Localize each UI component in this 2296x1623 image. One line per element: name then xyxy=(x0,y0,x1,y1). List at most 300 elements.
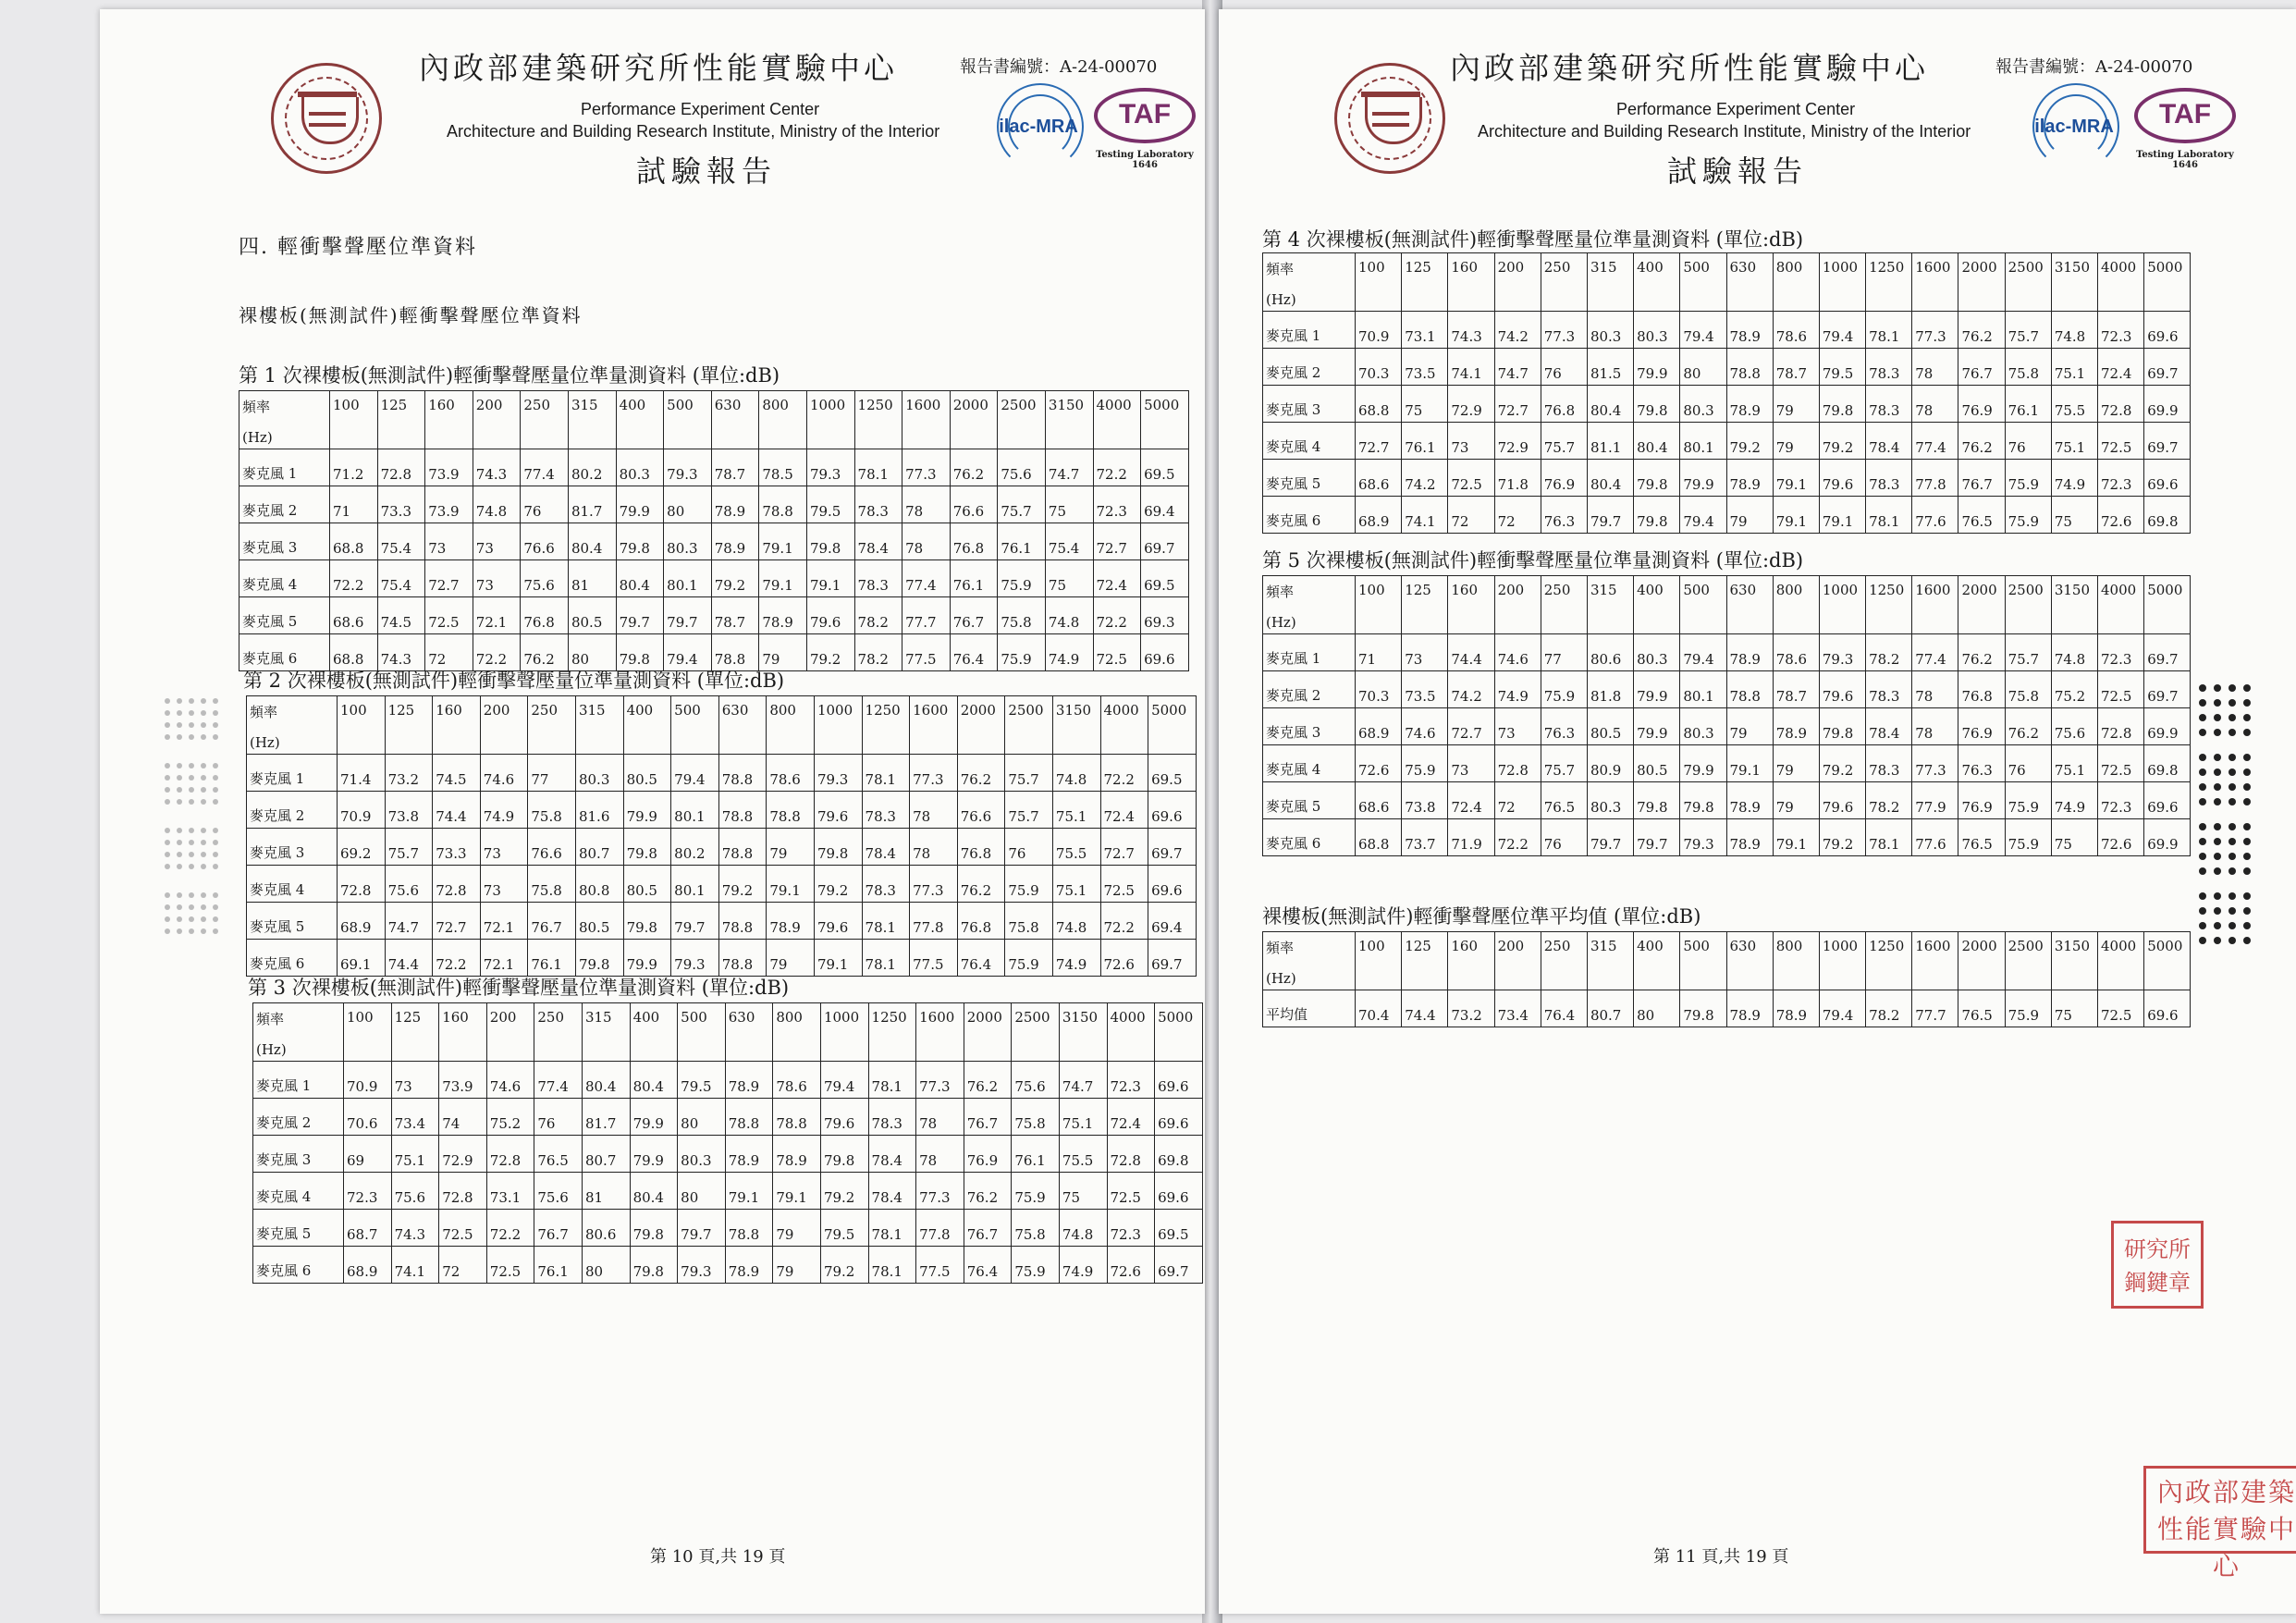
value-cell: 72.8 xyxy=(486,1136,534,1173)
value-cell: 81.7 xyxy=(582,1099,630,1136)
value-cell: 69.9 xyxy=(2144,708,2191,745)
value-cell: 72.5 xyxy=(2098,990,2144,1027)
value-cell: 79.5 xyxy=(806,486,854,523)
value-cell: 79.3 xyxy=(806,449,854,486)
value-cell: 77.4 xyxy=(1912,423,1958,460)
value-cell: 78.9 xyxy=(1726,386,1773,423)
value-cell: 79.4 xyxy=(1680,312,1726,349)
value-cell: 77.8 xyxy=(910,903,958,940)
value-cell: 75.9 xyxy=(2005,497,2051,534)
value-cell: 79.1 xyxy=(814,940,862,977)
ilac-mra-logo: ilac-MRA xyxy=(988,83,1089,166)
frequency-cell: 1600 xyxy=(1912,576,1958,634)
value-cell: 75.8 xyxy=(2005,671,2051,708)
value-cell: 69 xyxy=(344,1136,392,1173)
value-cell: 80.6 xyxy=(582,1210,630,1247)
value-cell: 78.3 xyxy=(1866,460,1912,497)
value-cell: 73.9 xyxy=(425,486,473,523)
page-footer: 第 10 頁,共 19 頁 xyxy=(650,1547,786,1567)
value-cell: 73.8 xyxy=(1402,782,1448,819)
value-cell: 76.7 xyxy=(950,597,998,634)
value-cell: 76.2 xyxy=(950,449,998,486)
value-cell: 79.3 xyxy=(671,940,719,977)
value-cell: 81 xyxy=(568,560,616,597)
value-cell: 78.7 xyxy=(711,597,759,634)
value-cell: 75 xyxy=(2051,497,2097,534)
hz-unit-label: (Hz) xyxy=(242,429,273,446)
value-cell: 79.3 xyxy=(678,1247,726,1284)
value-cell: 69.5 xyxy=(1148,755,1197,792)
table-row xyxy=(239,597,1189,634)
ilac-mra-logo: ilac-MRA xyxy=(2023,83,2125,166)
value-cell: 68.8 xyxy=(1356,386,1402,423)
value-cell: 77.4 xyxy=(1912,634,1958,671)
value-cell: 75.4 xyxy=(1045,523,1093,560)
value-cell: 74.7 xyxy=(1494,349,1541,386)
frequency-cell: 1000 xyxy=(1819,932,1865,990)
value-cell: 77.7 xyxy=(902,597,951,634)
value-cell: 79.9 xyxy=(630,1099,678,1136)
value-cell: 76.7 xyxy=(528,903,576,940)
value-cell: 76.9 xyxy=(1958,782,2005,819)
value-cell: 72.8 xyxy=(439,1173,487,1210)
row-label-cell: 麥克風 2 xyxy=(247,792,338,829)
value-cell: 79.6 xyxy=(820,1099,868,1136)
table-row xyxy=(247,792,1197,829)
frequency-cell: 200 xyxy=(473,391,521,449)
value-cell: 79 xyxy=(773,1210,821,1247)
value-cell: 79.4 xyxy=(1680,634,1726,671)
value-cell: 79.4 xyxy=(671,755,719,792)
value-cell: 79.2 xyxy=(1819,819,1865,856)
row-label-cell: 麥克風 1 xyxy=(253,1062,344,1099)
report-page-10 xyxy=(100,9,1205,1614)
value-cell: 70.9 xyxy=(344,1062,392,1099)
row-label-cell: 麥克風 3 xyxy=(247,829,338,866)
report-page-11 xyxy=(1219,9,2296,1614)
table-row xyxy=(1263,460,2191,497)
frequency-cell: 3150 xyxy=(2051,253,2097,312)
value-cell: 75.4 xyxy=(377,523,425,560)
frequency-label-cell xyxy=(1263,932,1356,990)
value-cell: 79 xyxy=(1773,745,1819,782)
value-cell: 80.9 xyxy=(1587,745,1633,782)
value-cell: 78.8 xyxy=(767,792,815,829)
table-row xyxy=(1263,782,2191,819)
frequency-cell: 315 xyxy=(568,391,616,449)
frequency-cell: 250 xyxy=(521,391,569,449)
value-cell: 78.8 xyxy=(718,903,767,940)
table-row xyxy=(253,1099,1203,1136)
value-cell: 72.2 xyxy=(1100,903,1148,940)
value-cell: 79.8 xyxy=(1634,460,1680,497)
value-cell: 80.2 xyxy=(568,449,616,486)
table-row xyxy=(1263,423,2191,460)
value-cell: 80 xyxy=(1634,990,1680,1027)
measurement-table-2-caption: 第 2 次裸樓板(無測試件)輕衝擊聲壓量位準量測資料 (單位:dB) xyxy=(243,670,785,692)
frequency-cell: 200 xyxy=(1494,253,1541,312)
value-cell: 72.2 xyxy=(1100,755,1148,792)
value-cell: 78.2 xyxy=(854,597,902,634)
value-cell: 72.4 xyxy=(1093,560,1141,597)
value-cell: 78.8 xyxy=(718,755,767,792)
frequency-cell: 2500 xyxy=(998,391,1046,449)
value-cell: 74.2 xyxy=(1494,312,1541,349)
value-cell: 75.1 xyxy=(391,1136,439,1173)
value-cell: 76 xyxy=(1005,829,1053,866)
value-cell: 77.6 xyxy=(1912,819,1958,856)
value-cell: 73.1 xyxy=(486,1173,534,1210)
value-cell: 78.1 xyxy=(1866,312,1912,349)
value-cell: 79 xyxy=(773,1247,821,1284)
value-cell: 80.3 xyxy=(1680,386,1726,423)
value-cell: 79 xyxy=(767,940,815,977)
value-cell: 76.8 xyxy=(1958,671,2005,708)
row-label-cell: 麥克風 4 xyxy=(1263,423,1356,460)
value-cell: 79 xyxy=(759,634,807,671)
value-cell: 79.8 xyxy=(1680,990,1726,1027)
value-cell: 77 xyxy=(1541,634,1587,671)
value-cell: 79 xyxy=(767,829,815,866)
frequency-cell: 200 xyxy=(480,696,528,755)
value-cell: 80.3 xyxy=(1587,312,1633,349)
value-cell: 75.8 xyxy=(998,597,1046,634)
value-cell: 79.8 xyxy=(814,829,862,866)
institute-name-en: Architecture and Building Research Institute, Ministry of the Interior xyxy=(447,122,940,141)
value-cell: 78.9 xyxy=(1726,782,1773,819)
value-cell: 69.8 xyxy=(2144,745,2191,782)
value-cell: 80.2 xyxy=(671,829,719,866)
taf-lab-label: Testing Laboratory 1646 xyxy=(1096,150,1194,170)
frequency-cell: 160 xyxy=(425,391,473,449)
value-cell: 78.9 xyxy=(725,1247,773,1284)
value-cell: 78.4 xyxy=(868,1173,916,1210)
value-cell: 80.3 xyxy=(1634,312,1680,349)
value-cell: 75.6 xyxy=(2051,708,2097,745)
value-cell: 71.9 xyxy=(1448,819,1494,856)
value-cell: 78.1 xyxy=(854,449,902,486)
row-label-cell: 麥克風 1 xyxy=(1263,634,1356,671)
value-cell: 76.9 xyxy=(1958,386,2005,423)
value-cell: 76.5 xyxy=(1958,990,2005,1027)
value-cell: 77.4 xyxy=(521,449,569,486)
value-cell: 80 xyxy=(568,634,616,671)
value-cell: 78 xyxy=(1912,349,1958,386)
value-cell: 74.1 xyxy=(1448,349,1494,386)
row-label-cell: 麥克風 5 xyxy=(239,597,330,634)
value-cell: 78.2 xyxy=(1866,634,1912,671)
measurement-table-3 xyxy=(252,1002,1203,1284)
value-cell: 76.2 xyxy=(521,634,569,671)
value-cell: 77.3 xyxy=(902,449,951,486)
value-cell: 80.1 xyxy=(671,866,719,903)
value-cell: 69.4 xyxy=(1141,486,1189,523)
value-cell: 72.6 xyxy=(1107,1247,1155,1284)
value-cell: 76.9 xyxy=(1958,708,2005,745)
frequency-cell: 800 xyxy=(759,391,807,449)
frequency-cell: 4000 xyxy=(2098,253,2144,312)
measurement-table-2 xyxy=(246,695,1197,977)
value-cell: 75.4 xyxy=(377,560,425,597)
value-cell: 75.7 xyxy=(385,829,433,866)
frequency-cell: 2000 xyxy=(1958,576,2005,634)
value-cell: 78.3 xyxy=(862,792,910,829)
value-cell: 69.6 xyxy=(1155,1099,1203,1136)
row-label-cell: 麥克風 3 xyxy=(1263,386,1356,423)
value-cell: 79.2 xyxy=(1726,423,1773,460)
value-cell: 75.6 xyxy=(391,1173,439,1210)
value-cell: 69.6 xyxy=(1148,792,1197,829)
value-cell: 75.1 xyxy=(2051,745,2097,782)
value-cell: 78.1 xyxy=(862,940,910,977)
value-cell: 74.9 xyxy=(1052,940,1100,977)
frequency-cell: 160 xyxy=(433,696,481,755)
table-row xyxy=(1263,990,2191,1027)
value-cell: 76 xyxy=(2005,745,2051,782)
value-cell: 75 xyxy=(1402,386,1448,423)
value-cell: 80.4 xyxy=(1634,423,1680,460)
frequency-cell: 5000 xyxy=(1155,1003,1203,1062)
table-row xyxy=(1263,497,2191,534)
value-cell: 73.2 xyxy=(1448,990,1494,1027)
value-cell: 74.7 xyxy=(385,903,433,940)
value-cell: 80.4 xyxy=(630,1062,678,1099)
value-cell: 77.4 xyxy=(534,1062,583,1099)
value-cell: 73 xyxy=(473,560,521,597)
hz-unit-label: (Hz) xyxy=(1266,291,1296,308)
value-cell: 80.3 xyxy=(575,755,623,792)
frequency-cell: 400 xyxy=(1634,253,1680,312)
value-cell: 79.8 xyxy=(616,523,664,560)
value-cell: 74.3 xyxy=(1448,312,1494,349)
frequency-cell: 2500 xyxy=(1005,696,1053,755)
value-cell: 69.8 xyxy=(1155,1136,1203,1173)
table-row xyxy=(239,523,1189,560)
value-cell: 78.1 xyxy=(862,903,910,940)
frequency-cell: 315 xyxy=(575,696,623,755)
value-cell: 75.9 xyxy=(1012,1173,1060,1210)
value-cell: 78.9 xyxy=(773,1136,821,1173)
value-cell: 72.6 xyxy=(2098,819,2144,856)
value-cell: 80.4 xyxy=(616,560,664,597)
frequency-cell: 100 xyxy=(1356,253,1402,312)
value-cell: 79.1 xyxy=(1773,460,1819,497)
institute-name-en: Architecture and Building Research Institute, Ministry of the Interior xyxy=(1478,122,1971,141)
value-cell: 72.3 xyxy=(2098,460,2144,497)
value-cell: 73.4 xyxy=(1494,990,1541,1027)
frequency-cell: 100 xyxy=(1356,932,1402,990)
frequency-cell: 500 xyxy=(1680,932,1726,990)
frequency-cell: 3150 xyxy=(1052,696,1100,755)
table-row xyxy=(1263,819,2191,856)
value-cell: 74.3 xyxy=(391,1210,439,1247)
row-label-cell: 麥克風 6 xyxy=(253,1247,344,1284)
value-cell: 72.2 xyxy=(486,1210,534,1247)
value-cell: 80.1 xyxy=(1680,671,1726,708)
value-cell: 77.8 xyxy=(1912,460,1958,497)
value-cell: 74.8 xyxy=(2051,312,2097,349)
value-cell: 79.1 xyxy=(1773,497,1819,534)
value-cell: 80.5 xyxy=(1587,708,1633,745)
value-cell: 73.1 xyxy=(1402,312,1448,349)
value-cell: 76.5 xyxy=(1958,819,2005,856)
value-cell: 72.6 xyxy=(2098,497,2144,534)
value-cell: 72.6 xyxy=(1356,745,1402,782)
value-cell: 73 xyxy=(1402,634,1448,671)
frequency-cell: 1000 xyxy=(820,1003,868,1062)
value-cell: 71 xyxy=(1356,634,1402,671)
value-cell: 73.3 xyxy=(433,829,481,866)
value-cell: 75.6 xyxy=(385,866,433,903)
value-cell: 79.2 xyxy=(718,866,767,903)
value-cell: 77.5 xyxy=(916,1247,964,1284)
row-label-cell: 麥克風 1 xyxy=(1263,312,1356,349)
row-label-cell: 麥克風 2 xyxy=(239,486,330,523)
value-cell: 75.7 xyxy=(1541,423,1587,460)
frequency-cell: 630 xyxy=(1726,576,1773,634)
value-cell: 78.6 xyxy=(1773,312,1819,349)
value-cell: 78.6 xyxy=(767,755,815,792)
value-cell: 72.8 xyxy=(2098,386,2144,423)
frequency-cell: 500 xyxy=(1680,576,1726,634)
frequency-header-row xyxy=(1263,932,2191,990)
value-cell: 79.5 xyxy=(1819,349,1865,386)
value-cell: 72.3 xyxy=(2098,312,2144,349)
value-cell: 72.7 xyxy=(433,903,481,940)
value-cell: 74.4 xyxy=(433,792,481,829)
value-cell: 79 xyxy=(1726,497,1773,534)
value-cell: 76.7 xyxy=(964,1210,1012,1247)
frequency-cell: 630 xyxy=(718,696,767,755)
table-row xyxy=(247,940,1197,977)
center-seal-stamp: 內政部建築 性能實驗中心 xyxy=(2143,1466,2296,1554)
value-cell: 79.8 xyxy=(623,903,671,940)
value-cell: 72.5 xyxy=(2098,423,2144,460)
value-cell: 72.5 xyxy=(425,597,473,634)
frequency-cell: 315 xyxy=(582,1003,630,1062)
frequency-cell: 125 xyxy=(377,391,425,449)
value-cell: 79.1 xyxy=(725,1173,773,1210)
frequency-cell: 1250 xyxy=(1866,576,1912,634)
value-cell: 74.7 xyxy=(1059,1062,1107,1099)
value-cell: 74.8 xyxy=(473,486,521,523)
value-cell: 74.4 xyxy=(385,940,433,977)
center-name-en: Performance Experiment Center xyxy=(581,100,820,118)
value-cell: 72.3 xyxy=(1107,1062,1155,1099)
value-cell: 79.7 xyxy=(1587,497,1633,534)
value-cell: 72.2 xyxy=(330,560,378,597)
value-cell: 69.2 xyxy=(338,829,386,866)
freq-label: 頻率 xyxy=(256,1011,285,1027)
value-cell: 69.1 xyxy=(338,940,386,977)
frequency-cell: 630 xyxy=(725,1003,773,1062)
value-cell: 76.1 xyxy=(534,1247,583,1284)
frequency-cell: 250 xyxy=(1541,932,1587,990)
value-cell: 76.3 xyxy=(1541,708,1587,745)
value-cell: 78.7 xyxy=(1773,671,1819,708)
value-cell: 80.4 xyxy=(582,1062,630,1099)
value-cell: 74.1 xyxy=(391,1247,439,1284)
value-cell: 79.8 xyxy=(1819,708,1865,745)
table-row xyxy=(253,1247,1203,1284)
value-cell: 79.9 xyxy=(1680,745,1726,782)
value-cell: 75 xyxy=(1045,560,1093,597)
value-cell: 75.8 xyxy=(528,866,576,903)
value-cell: 81.7 xyxy=(568,486,616,523)
value-cell: 74.8 xyxy=(2051,634,2097,671)
value-cell: 76 xyxy=(2005,423,2051,460)
value-cell: 73 xyxy=(1448,745,1494,782)
value-cell: 73.2 xyxy=(385,755,433,792)
value-cell: 74.3 xyxy=(377,634,425,671)
row-label-cell: 麥克風 2 xyxy=(1263,349,1356,386)
frequency-cell: 100 xyxy=(344,1003,392,1062)
value-cell: 74.6 xyxy=(480,755,528,792)
value-cell: 78.9 xyxy=(1726,990,1773,1027)
value-cell: 78.3 xyxy=(868,1099,916,1136)
value-cell: 79.4 xyxy=(820,1062,868,1099)
value-cell: 75.7 xyxy=(2005,634,2051,671)
value-cell: 80 xyxy=(678,1173,726,1210)
value-cell: 74.5 xyxy=(377,597,425,634)
value-cell: 77.3 xyxy=(1541,312,1587,349)
value-cell: 69.5 xyxy=(1141,449,1189,486)
value-cell: 76.1 xyxy=(950,560,998,597)
value-cell: 69.5 xyxy=(1141,560,1189,597)
value-cell: 71.8 xyxy=(1494,460,1541,497)
frequency-cell: 1000 xyxy=(814,696,862,755)
row-label-cell: 平均值 xyxy=(1263,990,1356,1027)
value-cell: 77.9 xyxy=(1912,782,1958,819)
value-cell: 74.9 xyxy=(1494,671,1541,708)
value-cell: 76 xyxy=(1541,349,1587,386)
value-cell: 72.7 xyxy=(1494,386,1541,423)
value-cell: 68.8 xyxy=(330,523,378,560)
section-title: 四. 輕衝擊聲壓位準資料 xyxy=(239,236,477,259)
table-row xyxy=(1263,386,2191,423)
value-cell: 79.8 xyxy=(575,940,623,977)
row-label-cell: 麥克風 6 xyxy=(247,940,338,977)
freq-label: 頻率 xyxy=(1266,940,1295,956)
table-row xyxy=(247,829,1197,866)
value-cell: 80.5 xyxy=(1634,745,1680,782)
table-row xyxy=(239,449,1189,486)
value-cell: 75.1 xyxy=(1052,866,1100,903)
measurement-table-1-caption: 第 1 次裸樓板(無測試件)輕衝擊聲壓量位準量測資料 (單位:dB) xyxy=(239,364,780,387)
value-cell: 72.1 xyxy=(473,597,521,634)
value-cell: 78.9 xyxy=(711,523,759,560)
value-cell: 79 xyxy=(1773,423,1819,460)
value-cell: 68.8 xyxy=(330,634,378,671)
table-row xyxy=(1263,634,2191,671)
value-cell: 79.8 xyxy=(623,829,671,866)
value-cell: 73.5 xyxy=(1402,349,1448,386)
frequency-cell: 1000 xyxy=(806,391,854,449)
frequency-cell: 100 xyxy=(338,696,386,755)
value-cell: 80.4 xyxy=(1587,460,1633,497)
frequency-cell: 1000 xyxy=(1819,576,1865,634)
frequency-cell: 1600 xyxy=(1912,932,1958,990)
table-row xyxy=(253,1136,1203,1173)
value-cell: 74.1 xyxy=(1402,497,1448,534)
value-cell: 77.3 xyxy=(1912,312,1958,349)
value-cell: 80.5 xyxy=(575,903,623,940)
measurement-table-4 xyxy=(1262,252,2191,534)
value-cell: 72.7 xyxy=(1356,423,1402,460)
value-cell: 72.5 xyxy=(486,1247,534,1284)
report-title: 試驗報告 xyxy=(636,154,778,189)
value-cell: 79 xyxy=(1726,708,1773,745)
